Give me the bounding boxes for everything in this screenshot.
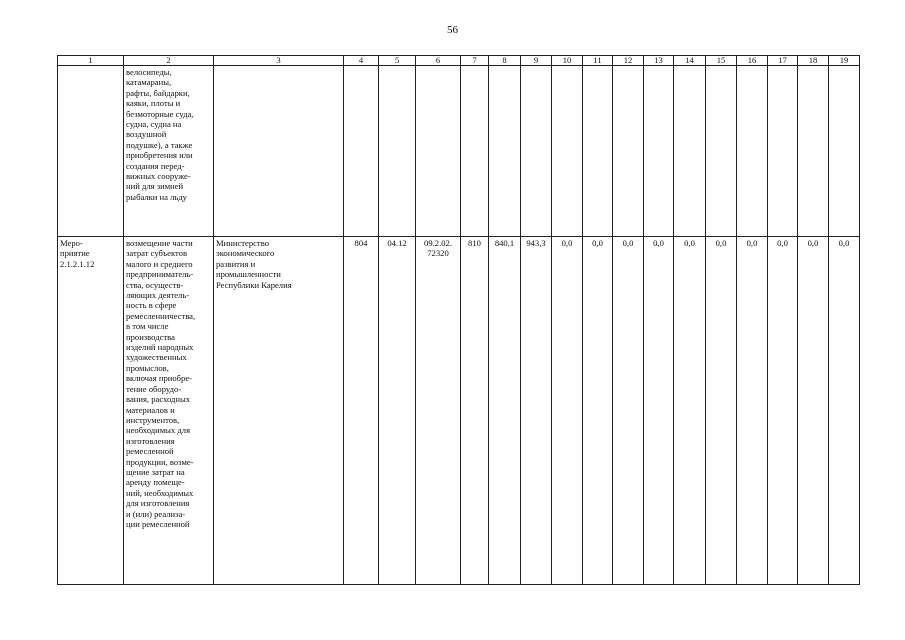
executor-cell xyxy=(214,66,344,237)
value-cell: 840,1 xyxy=(489,237,521,585)
header-cell: 18 xyxy=(798,56,829,66)
value-cell xyxy=(613,66,644,237)
value-cell xyxy=(583,66,613,237)
value-cell xyxy=(489,66,521,237)
value-cell xyxy=(552,66,583,237)
event-id-cell xyxy=(58,66,124,237)
header-cell: 12 xyxy=(613,56,644,66)
header-cell: 11 xyxy=(583,56,613,66)
budget-table xyxy=(57,55,860,585)
header-cell: 9 xyxy=(521,56,552,66)
value-cell: 0,0 xyxy=(798,237,829,585)
header-cell: 7 xyxy=(461,56,489,66)
value-cell: 0,0 xyxy=(644,237,674,585)
value-cell: 0,0 xyxy=(768,237,798,585)
value-cell: 0,0 xyxy=(737,237,768,585)
value-cell xyxy=(416,66,461,237)
value-cell xyxy=(344,66,379,237)
value-cell: 0,0 xyxy=(706,237,737,585)
executor-cell: Министерство экономического развития и промышленности Республики Карелия xyxy=(214,237,344,585)
value-cell: 0,0 xyxy=(674,237,706,585)
header-cell: 1 xyxy=(58,56,124,66)
header-row xyxy=(58,56,860,66)
event-id-cell: Меро- приятие 2.1.2.1.12 xyxy=(58,237,124,585)
value-cell: 0,0 xyxy=(583,237,613,585)
value-cell xyxy=(461,66,489,237)
value-cell: 0,0 xyxy=(552,237,583,585)
header-cell: 14 xyxy=(674,56,706,66)
value-cell: 0,0 xyxy=(829,237,860,585)
header-cell: 3 xyxy=(214,56,344,66)
value-cell xyxy=(706,66,737,237)
value-cell xyxy=(379,66,416,237)
value-cell: 943,3 xyxy=(521,237,552,585)
header-cell: 17 xyxy=(768,56,798,66)
value-cell: 810 xyxy=(461,237,489,585)
value-cell: 04.12 xyxy=(379,237,416,585)
header-cell: 15 xyxy=(706,56,737,66)
header-cell: 6 xyxy=(416,56,461,66)
value-cell xyxy=(768,66,798,237)
header-cell: 4 xyxy=(344,56,379,66)
description-cell: велосипеды, катамараны, рафты, байдарки, каяки, плоты и безмоторные суда, судна, судна на воздушной подушке), а также приобретения или создания перед- вижных сооруже- ний для зимней рыбалки на льду xyxy=(124,66,214,237)
page-number: 56 xyxy=(447,24,458,36)
value-cell xyxy=(798,66,829,237)
header-cell: 5 xyxy=(379,56,416,66)
table-row xyxy=(58,66,860,237)
header-cell: 8 xyxy=(489,56,521,66)
value-cell xyxy=(829,66,860,237)
description-cell: возмещение части затрат субъектов малого и среднего предприниматель- ства, осуществ- ляющих деятель- ность в сфере ремесленничества, в том числе производства изделий народных художественных промыслов, включая приобре- тение оборудо- вания, расходных материалов и инструментов, необходимых для изготовления ремесленной продукции, возме- щение затрат на аренду помеще- ний, необходимых для изготовления и (или) реализа- ции ремесленной xyxy=(124,237,214,585)
value-cell: 804 xyxy=(344,237,379,585)
value-cell: 0,0 xyxy=(613,237,644,585)
header-cell: 16 xyxy=(737,56,768,66)
table-row xyxy=(58,237,860,585)
header-cell: 10 xyxy=(552,56,583,66)
value-cell xyxy=(644,66,674,237)
value-cell xyxy=(521,66,552,237)
value-cell xyxy=(737,66,768,237)
value-cell xyxy=(674,66,706,237)
header-cell: 13 xyxy=(644,56,674,66)
value-cell: 09.2.02. 72320 xyxy=(416,237,461,585)
header-cell: 2 xyxy=(124,56,214,66)
header-cell: 19 xyxy=(829,56,860,66)
